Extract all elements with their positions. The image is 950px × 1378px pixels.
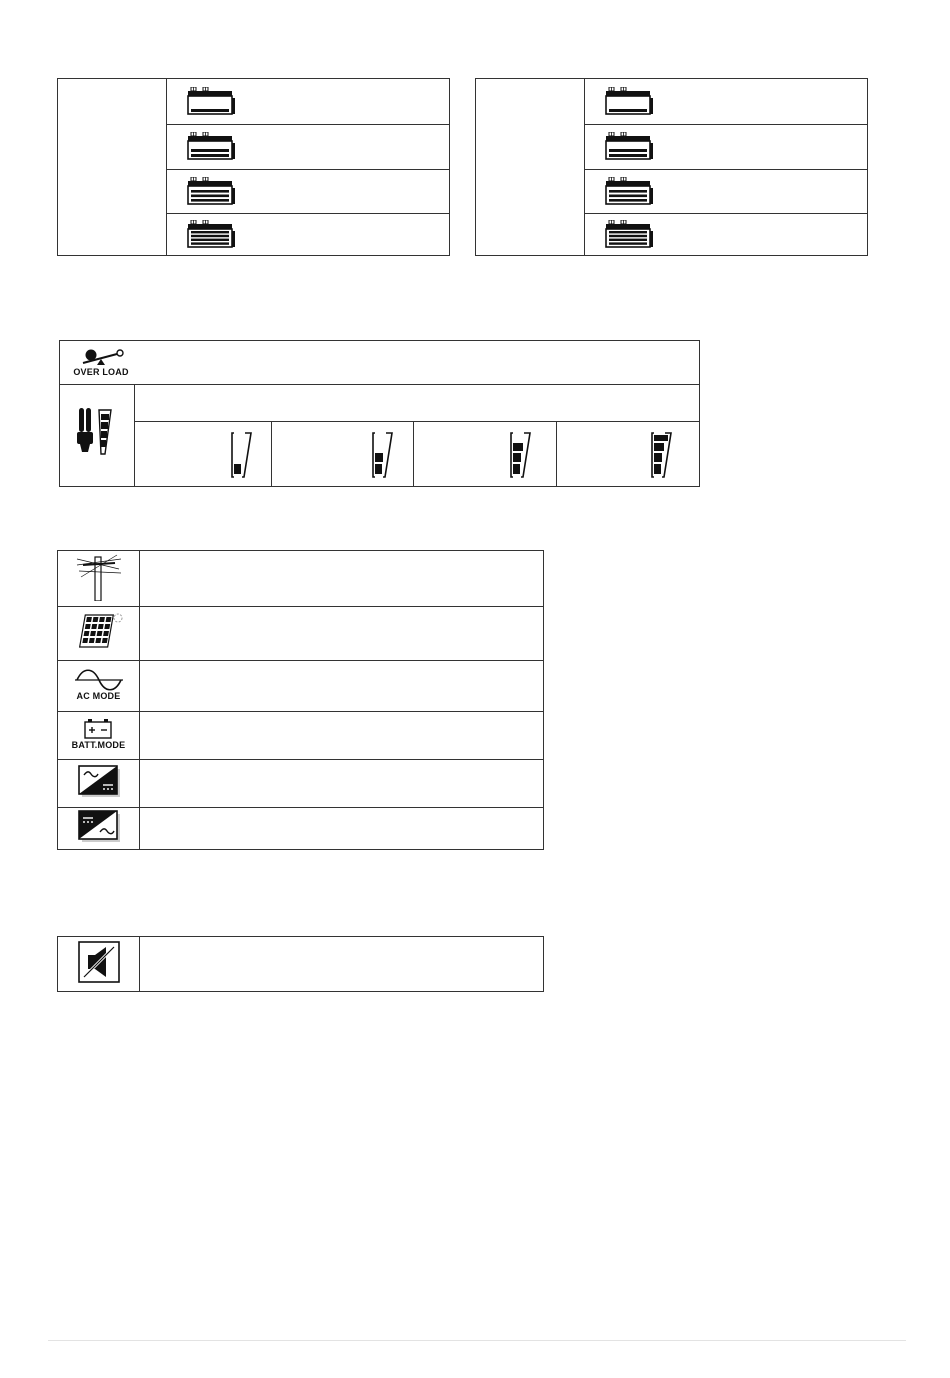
battery-mode-icon [83, 718, 113, 740]
utility-grid-icon [75, 551, 123, 601]
mode-table [57, 550, 544, 850]
inverter-ac-dc-icon [76, 763, 122, 799]
battery-level-4-icon [187, 220, 237, 250]
ac-mode-label: AC MODE [76, 690, 121, 701]
battery-table-label-cell [58, 79, 167, 256]
battery-table-right [475, 78, 868, 256]
overload-row [60, 341, 700, 385]
battery-level-1-icon [605, 87, 655, 117]
mute-speaker-icon [78, 941, 120, 983]
battery-level-4-icon [605, 220, 655, 250]
load-level-1-icon [231, 431, 253, 479]
load-level-cell-3 [414, 422, 557, 487]
load-level-2-icon [372, 431, 394, 479]
load-level-3-icon [510, 431, 532, 479]
overload-label: OVER LOAD [73, 367, 129, 377]
battery-level-2-icon [187, 132, 237, 162]
load-icon-cell [60, 385, 135, 487]
overload-icon [73, 345, 129, 367]
solar-panel-icon [74, 611, 124, 651]
battery-level-3-icon [187, 177, 237, 207]
battery-table-left [57, 78, 450, 256]
load-level-cell-1 [135, 422, 272, 487]
battery-table-label-cell [476, 79, 585, 256]
mute-table [57, 936, 544, 992]
load-bulb-icon [75, 406, 119, 460]
battery-level-3-icon [605, 177, 655, 207]
charger-dc-ac-icon [76, 808, 122, 844]
battery-level-1-icon [187, 87, 237, 117]
footer-divider [48, 1340, 906, 1341]
battery-level-2-icon [605, 132, 655, 162]
load-table [59, 340, 700, 487]
load-level-4-icon [651, 431, 673, 479]
load-level-cell-4 [557, 422, 700, 487]
load-header-row [135, 385, 700, 422]
load-level-cell-2 [272, 422, 414, 487]
ac-mode-icon [73, 669, 125, 691]
battery-mode-label: BATT.MODE [71, 740, 126, 750]
